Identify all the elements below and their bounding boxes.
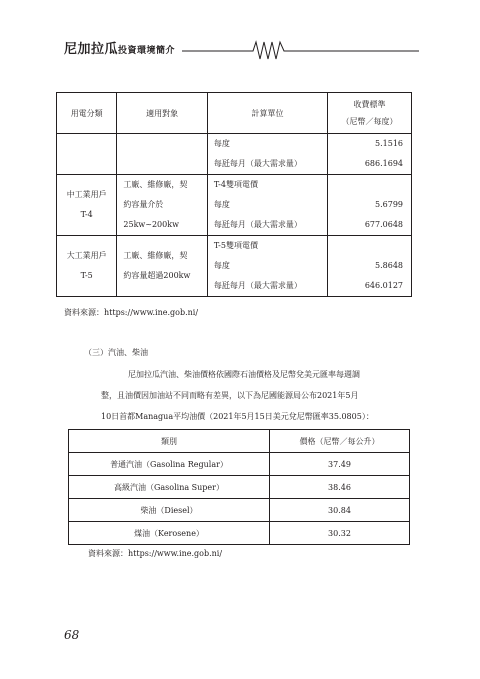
applicable-line: 約容量介於	[123, 200, 164, 209]
unit-cell	[207, 134, 327, 175]
applicable-cell	[117, 175, 207, 236]
header-applicable: 適用對象	[117, 93, 207, 134]
fuel-price-table	[68, 429, 410, 545]
rate-value	[328, 175, 411, 195]
price-cell: 30.32	[270, 522, 410, 545]
applicable-line: 25kw~200kw	[123, 220, 179, 229]
unit-cell	[207, 175, 327, 236]
table-row	[57, 134, 412, 175]
fuel-type-cell: 煤油（Kerosene）	[69, 522, 270, 545]
table-row	[69, 499, 410, 522]
rate-value: 677.0648	[364, 220, 403, 229]
category-line: T-5	[80, 271, 93, 280]
unit-cell	[207, 236, 327, 297]
header-title-sub: 投資環境簡介	[118, 46, 176, 56]
price-cell: 30.84	[270, 499, 410, 522]
category-cell	[57, 134, 117, 175]
fuel-type-cell: 高級汽油（Gasolina Super）	[69, 476, 270, 499]
table-row	[69, 522, 410, 545]
price-cell: 37.49	[270, 453, 410, 476]
category-line: 大工業用戶	[66, 251, 107, 260]
table-row	[57, 236, 412, 297]
page-header	[64, 38, 419, 60]
header-price: 價格（尼幣／每公升）	[270, 430, 410, 453]
rate-value: 686.1694	[364, 159, 403, 168]
section-heading: （三）汽油、柴油	[84, 348, 148, 357]
source-note: 資料來源：https://www.ine.gob.ni/	[88, 549, 223, 558]
page-number: 68	[64, 628, 80, 642]
applicable-line: 工廠、維修廠，契	[123, 180, 188, 189]
table-header-row	[57, 93, 412, 134]
header-rate-line1: 收費標準	[353, 100, 386, 109]
header-rate	[328, 93, 412, 134]
unit-line: 每度	[213, 139, 230, 148]
applicable-cell	[117, 134, 207, 175]
header-title-main: 尼加拉瓜	[64, 42, 119, 57]
paragraph-line: 整，且油價因加油站不同而略有差異，以下為尼國能源局公布2021年5月	[101, 391, 359, 400]
rate-value: 646.0127	[364, 281, 403, 290]
rate-cell	[328, 175, 412, 236]
unit-line: 每度	[213, 261, 230, 270]
paragraph-line: 尼加拉瓜汽油、柴油價格依國際石油價格及尼幣兌美元匯率每週調	[128, 370, 360, 379]
category-line: T-4	[80, 210, 93, 219]
category-line: 中工業用戶	[66, 190, 107, 199]
table-row	[69, 476, 410, 499]
price-cell: 38.46	[270, 476, 410, 499]
paragraph-line: 10日首都Managua平均油價（2021年5月15日美元兌尼幣匯率35.0805）：	[101, 412, 374, 421]
table-header-row	[69, 430, 410, 453]
header-fuel-type: 類別	[69, 430, 270, 453]
table-row	[69, 453, 410, 476]
rate-value: 5.6799	[375, 200, 403, 209]
header-unit: 計算單位	[207, 93, 327, 134]
rate-value	[328, 236, 411, 256]
table-row	[57, 175, 412, 236]
source-note: 資料來源：https://www.ine.gob.ni/	[64, 308, 199, 317]
electricity-rate-table	[56, 92, 412, 297]
rate-cell	[328, 134, 412, 175]
fuel-type-cell: 普通汽油（Gasolina Regular）	[69, 453, 270, 476]
applicable-line: 約容量超過200kw	[123, 271, 191, 280]
rate-value: 5.8648	[375, 261, 403, 270]
applicable-line: 工廠、維修廠，契	[123, 251, 188, 260]
unit-line: 每瓩每月（最大需求量）	[213, 159, 302, 168]
unit-line: 每瓩每月（最大需求量）	[213, 281, 302, 290]
unit-line: 每瓩每月（最大需求量）	[213, 220, 302, 229]
header-category: 用電分類	[57, 93, 117, 134]
unit-line: 每度	[213, 200, 230, 209]
header-rate-line2: （尼幣／每度）	[341, 117, 398, 126]
rate-cell	[328, 236, 412, 297]
header-title	[64, 38, 175, 57]
rate-value: 5.1516	[375, 139, 403, 148]
unit-line: T-5雙項電價	[213, 241, 258, 250]
applicable-cell	[117, 236, 207, 297]
category-cell	[57, 236, 117, 297]
unit-line: T-4雙項電價	[213, 180, 258, 189]
category-cell	[57, 175, 117, 236]
fuel-type-cell: 柴油（Diesel）	[69, 499, 270, 522]
